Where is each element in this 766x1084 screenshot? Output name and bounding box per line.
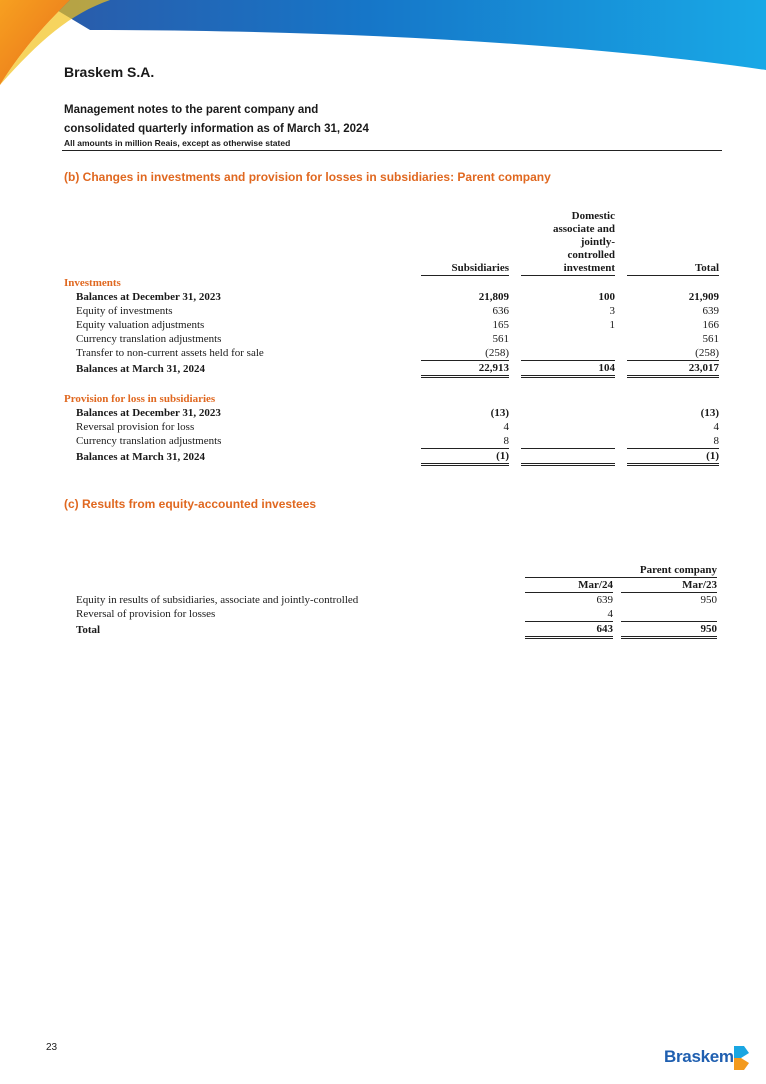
cell-domestic xyxy=(521,332,615,346)
row-label: Reversal provision for loss xyxy=(76,421,195,433)
row-label: Balances at March 31, 2024 xyxy=(76,450,206,463)
col-header-total: Total xyxy=(627,210,719,276)
cell-domestic xyxy=(521,406,615,420)
cell-domestic: 100 xyxy=(598,291,615,303)
table-row xyxy=(64,332,719,346)
table-row xyxy=(64,290,719,304)
cell-total: 23,017 xyxy=(627,361,719,377)
cell-mar23 xyxy=(621,607,717,622)
investments-table xyxy=(64,210,719,466)
row-label: Reversal of provision for losses xyxy=(76,608,216,621)
cell-domestic xyxy=(521,434,615,449)
results-table xyxy=(64,563,717,639)
row-label: Balances at December 31, 2023 xyxy=(76,407,221,419)
group-header-parent-company: Parent company xyxy=(639,564,717,576)
cell-domestic xyxy=(521,449,615,465)
cell-total: (13) xyxy=(700,407,719,419)
cell-total: (1) xyxy=(627,449,719,465)
cell-mar24: 643 xyxy=(525,622,613,638)
col-header-domestic-line: Domestic xyxy=(571,210,615,222)
cell-total: 561 xyxy=(702,333,719,345)
logo-mark-icon xyxy=(732,1045,750,1071)
cell-domestic: 3 xyxy=(609,305,615,317)
table-row xyxy=(64,607,717,622)
row-label: Total xyxy=(76,623,101,636)
cell-mar23: 950 xyxy=(621,622,717,638)
document-subtitle: All amounts in million Reais, except as otherwise stated xyxy=(64,138,291,148)
page-number: 23 xyxy=(46,1042,58,1053)
row-label: Currency translation adjustments xyxy=(76,435,222,448)
logo-text: Braskem xyxy=(664,1047,734,1066)
table-row xyxy=(64,406,719,420)
document-title-line1: Management notes to the parent company and xyxy=(64,104,319,116)
col-header-domestic-line: controlled xyxy=(567,249,615,261)
section-b-title: (b) Changes in investments and provision for losses in subsidiaries: Parent company xyxy=(64,170,551,184)
cell-total: 8 xyxy=(627,434,719,449)
column-header-row xyxy=(64,578,717,593)
table-row xyxy=(64,434,719,449)
table-row xyxy=(64,593,717,608)
column-header-row xyxy=(64,210,719,276)
cell-subsidiaries: 636 xyxy=(492,305,509,317)
table-row xyxy=(64,346,719,361)
cell-total: (258) xyxy=(627,346,719,361)
category-row xyxy=(64,392,719,406)
row-label: Equity valuation adjustments xyxy=(76,319,205,331)
row-label: Transfer to non-current assets held for sale xyxy=(76,347,264,360)
table-row xyxy=(64,304,719,318)
document-title xyxy=(64,101,369,139)
cell-domestic: 1 xyxy=(609,319,615,331)
document-title-line2: consolidated quarterly information as of March 31, 2024 xyxy=(64,123,369,135)
cell-total: 166 xyxy=(702,319,719,331)
row-label: Balances at March 31, 2024 xyxy=(76,362,206,375)
col-header-domestic-line: jointly- xyxy=(580,236,615,248)
cell-domestic: 104 xyxy=(521,361,615,377)
cell-subsidiaries: (258) xyxy=(421,346,509,361)
cell-subsidiaries: 4 xyxy=(503,421,509,433)
cell-subsidiaries: 165 xyxy=(492,319,509,331)
cell-subsidiaries: (13) xyxy=(490,407,509,419)
cell-mar23: 950 xyxy=(700,594,717,606)
col-header-mar23: Mar/23 xyxy=(621,578,717,593)
cell-total: 4 xyxy=(713,421,719,433)
cell-total: 21,909 xyxy=(688,291,719,303)
table-row xyxy=(64,622,717,638)
category-row xyxy=(64,276,719,291)
cell-subsidiaries: 561 xyxy=(492,333,509,345)
row-label: Currency translation adjustments xyxy=(76,333,222,345)
cell-domestic xyxy=(521,346,615,361)
row-label: Balances at December 31, 2023 xyxy=(76,291,221,303)
col-header-domestic-line: associate and xyxy=(552,223,615,235)
cell-subsidiaries: (1) xyxy=(421,449,509,465)
table-row xyxy=(64,318,719,332)
section-c-title: (c) Results from equity-accounted investees xyxy=(64,497,317,511)
cell-subsidiaries: 21,809 xyxy=(478,291,509,303)
cell-subsidiaries: 8 xyxy=(421,434,509,449)
category-investments: Investments xyxy=(64,276,121,289)
cell-domestic xyxy=(521,420,615,434)
col-header-domestic-line: investment xyxy=(563,262,615,274)
category-provision: Provision for loss in subsidiaries xyxy=(64,393,216,405)
row-label: Equity of investments xyxy=(76,305,173,317)
cell-mar24: 4 xyxy=(525,607,613,622)
table-row xyxy=(64,420,719,434)
row-label: Equity in results of subsidiaries, associate and jointly-controlled xyxy=(76,593,359,606)
company-name: Braskem S.A. xyxy=(64,64,155,80)
header-divider xyxy=(62,150,722,151)
cell-subsidiaries: 22,913 xyxy=(421,361,509,377)
table-row xyxy=(64,361,719,377)
group-header-row xyxy=(64,563,717,578)
cell-total: 639 xyxy=(702,305,719,317)
table-row xyxy=(64,449,719,465)
col-header-domestic xyxy=(521,210,615,276)
cell-mar24: 639 xyxy=(596,594,613,606)
col-header-mar24: Mar/24 xyxy=(525,578,613,593)
col-header-subsidiaries: Subsidiaries xyxy=(421,210,509,276)
